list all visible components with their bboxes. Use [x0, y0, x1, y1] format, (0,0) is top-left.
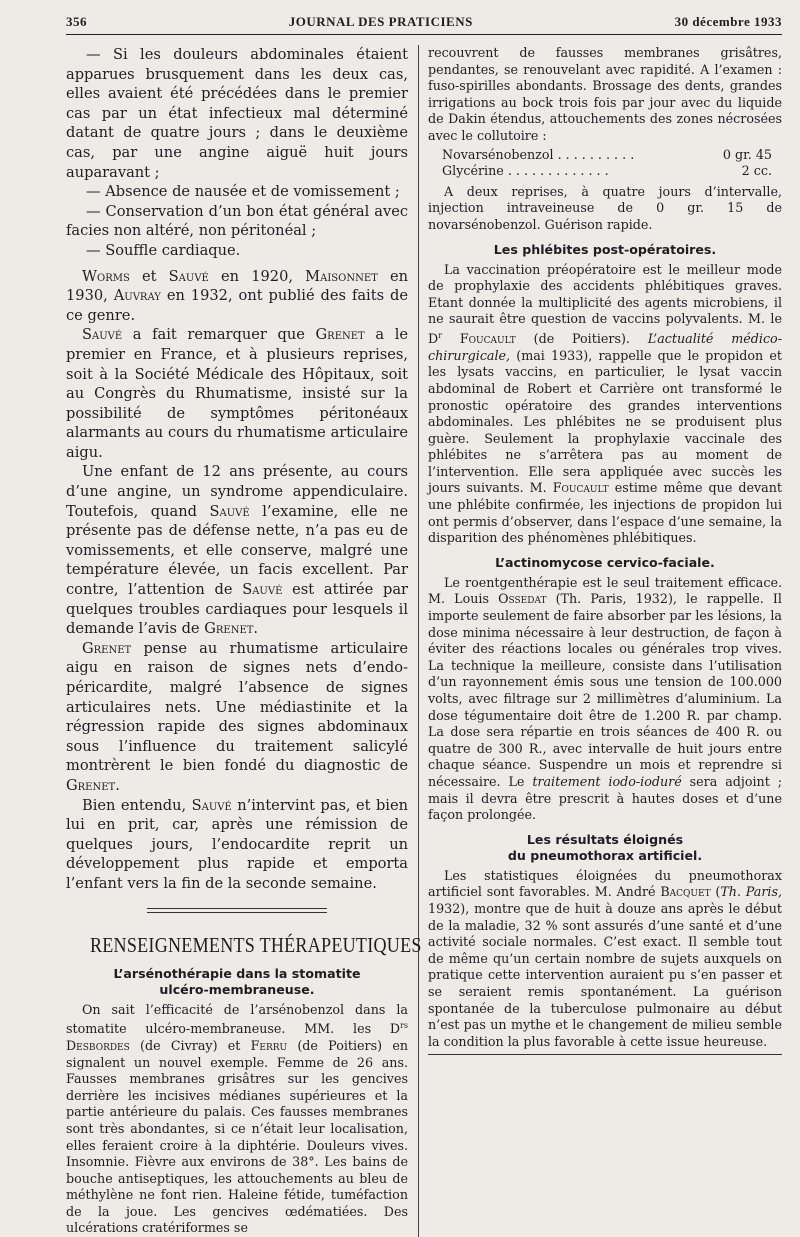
drug-name: Novarsénobenzol . . . . . . . . . .: [442, 146, 635, 162]
article-arsenotherapie: [66, 966, 408, 1237]
paragraph: Bien entendu, Sauvé n’intervint pas, et bien lui en prit, car, après une rémission de quelques jours, l’endocardite reprit un développement plus rapide et emporta l’enfant vers la fin de la seconde semaine.: [66, 796, 408, 892]
right-column: [418, 45, 782, 1237]
journal-title: JOURNAL DES PRATICIENS: [288, 14, 473, 29]
paragraph: recouvrent de fausses membranes grisâtres, pendantes, se renouvelant avec rapidité. A l’examen : fuso-spirilles abondants. Brossage des dents, grandes irrigations au bock trois fois par jour avec du liquide de Dakin étendus, attouchements des zones nécrosées avec le collutoire :: [428, 45, 782, 143]
paragraph: La vaccination préopératoire est le meilleur mode de prophylaxie des accidents phlébitiques graves. Etant donnée la multiplicité des agents microbiens, il ne saurait être question de vaccins polyvalents. M. le $D^r$ Foucault (de Poitiers). L’actualité médico-chirurgicale, (mai 1933), rappelle que le propidon et les lysats vaccins, en particulier, le lysat vaccin abdominal de Robert et Carrière ont transformé le pronostic opératoire des grandes interventions abdominales. Les phlébites ne se produisent plus guère. Seulement la prophylaxie vaccinale des phlébites ne s’arrêtera pas au moment de l’intervention. Elle sera appliquée avec succès les jours suivants. M. Foucault estime même que devant une phlébite confirmée, les injections de propidon lui ont permis d’observer, dans l’espace d’une semaine, la disparition des phénomènes phlébitiques.: [428, 261, 783, 546]
issue-date: 30 décembre 1933: [674, 14, 782, 29]
paragraph: Grenet pense au rhumatisme articulaire aigu en raison de signes nets d’endo-péricardite, malgré l’absence de signes articulaires nets. Une médiastinite et la régression rapide des signes abdominaux sous l’influence du traitement salicylé montrèrent le bien fondé du diagnostic de Grenet.: [66, 639, 408, 794]
prescription-row: [442, 147, 772, 164]
column-end-rule: [428, 1054, 782, 1055]
article-title: L’actinomycose cervico-faciale.: [495, 554, 715, 570]
symptom-item: — Absence de nausée et de vomissement ;: [86, 183, 400, 201]
paragraph: On sait l’efficacité de l’arsénobenzol dans la stomatite ulcéro-membraneuse. MM. les $D^{rs}$ Desbordes (de Civray) et Ferru (de Poitiers) en signalent un nouvel exemple. Femme de 26 ans. Fausses membranes grisâtres sur les gencives derrière les incisives médianes supérieures et la partie antérieure du palais. Ces fausses membranes sont très abondantes, si ce n’était leur localisation, elles feraient croire à la diphtérie. Douleurs vives. Insomnie. Fièvre aux environs de 38°. Les bains de bouche antiseptiques, les attouchements au bleu de méthylène ne font rien. Haleine fétide, tuméfaction de la joue. Les gencives œdématiées. Des ulcérations cratériformes se: [66, 1001, 408, 1236]
article-title: Les phlébites post-opératoires.: [493, 241, 717, 257]
section-divider: [147, 908, 327, 913]
symptom-item: — Souffle cardiaque.: [86, 241, 241, 259]
article-title: Les résultats éloignés du pneumothorax artificiel.: [507, 831, 703, 863]
left-column: [66, 45, 422, 1237]
paragraph: A deux reprises, à quatre jours d’intervalle, injection intraveineuse de 0 gr. 15 de novarsénobenzol. Guérison rapide.: [428, 183, 782, 232]
drug-dose: 2 cc.: [741, 163, 772, 179]
paragraph: Worms et Sauvé en 1920, Maisonnet en 1930, Auvray en 1932, ont publié des faits de ce genre.: [66, 267, 408, 324]
paragraph: Le roentgenthérapie est le seul traitement efficace. M. Louis Ossedat (Th. Paris, 1932), le rappelle. Il importe seulement de faire absorber par les lésions, la dose minima nécessaire à leur destruction, de façon à éviter des réactions locales ou générales trop vives. La technique la meilleure, consiste dans l’utilisation d’un rayonnement émis sous une tension de 100.000 volts, avec filtrage sur 2 millimètres d’aluminium. La dose tégumentaire doit être de 1.200 R. par champ. La dose sera répartie en trois séances de 400 R. ou quatre de 300 R., avec intervalle de huit jours entre chaque séance. Suspendre un mois et reprendre si nécessaire. Le traitement iodo-ioduré sera adjoint ; mais il devra être prescrit à hautes doses et d’une façon prolongée.: [428, 574, 783, 823]
section-title: RENSEIGNEMENTS THÉRAPEUTIQUES: [89, 932, 422, 957]
drug-dose: 0 gr. 45: [722, 146, 772, 162]
article-title: L’arsénothérapie dans la stomatite ulcéro-membraneuse.: [113, 965, 361, 997]
prescription-table: [442, 147, 772, 180]
symptom-item: — Conservation d’un bon état général avec facies non altéré, non péritonéal ;: [66, 202, 408, 240]
paragraph: Les statistiques éloignées du pneumothorax artificiel sont favorables. M. André Bacquet (Th. Paris, 1932), montre que de huit à douze ans après le début de la maladie, 32 % sont assurés d’une santé et d’une activité sociale normales. C’est exact. Il semble tout de même qu’un certain nombre de sujets auxquels on pratique cette intervention auraient pu s’en passer et se seraient remis spontanément. La guérison spontanée de la tuberculose pulmonaire au début n’est pas un mythe et le changement de milieu semble la condition la plus favorable à cette issue heureuse.: [428, 867, 782, 1049]
paragraph: Une enfant de 12 ans présente, au cours d’une angine, un syndrome appendiculaire. Toutefois, quand Sauvé l’examine, elle ne présente pas de défense nette, n’a pas eu de vomissements, et elle conserve, malgré une température élevée, un facis excellent. Par contre, l’attention de Sauvé est attirée par quelques troubles cardiaques pour lesquels il demande l’avis de Grenet.: [66, 463, 408, 638]
case-discussion: [66, 45, 408, 894]
drug-name: Glycérine . . . . . . . . . . . . .: [442, 163, 609, 179]
running-header: [66, 14, 782, 35]
paragraph: Sauvé a fait remarquer que Grenet a le premier en France, et à plusieurs reprises, soit à la Société Médicale des Hôpitaux, soit au Congrès du Rhumatisme, insisté sur la possibilité de symptômes péritonéaux alarmants au cours du rhumatisme articulaire aigu.: [66, 326, 408, 461]
page-number: 356: [66, 14, 87, 29]
symptom-item: — Si les douleurs abdominales étaient apparues brusquement dans les deux cas, elles avaient été précédées dans le premier cas par un état infectieux mal déterminé datant de quatre jours ; dans le deuxième cas, par une angine aiguë huit jours auparavant ;: [66, 46, 408, 181]
prescription-row: [442, 163, 772, 180]
two-column-body: [66, 45, 782, 1237]
